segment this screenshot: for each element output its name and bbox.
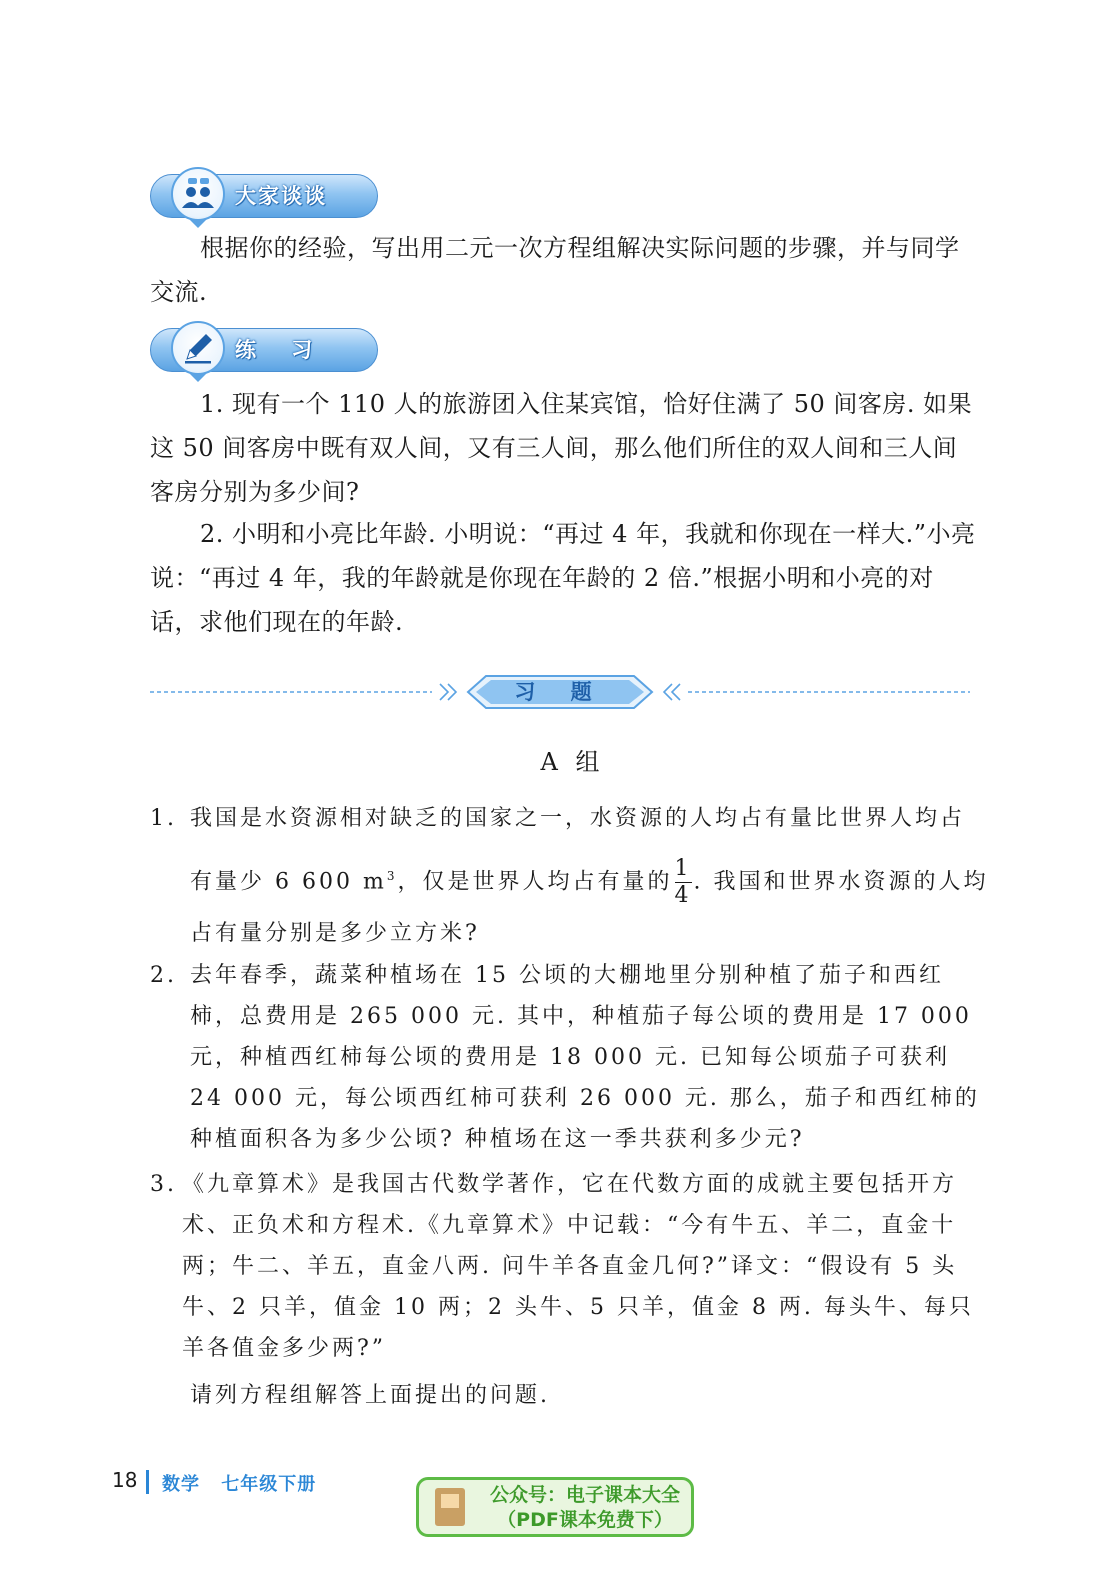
exercise-2-text: 去年春季，蔬菜种植场在 15 公顷的大棚地里分别种植了茄子和西红柿，总费用是 265 000 元. 其中，种植茄子每公顷的费用是 17 000 元，种植西红柿每公顷的费用是 18 000 元. 已知每公顷茄子可获利 24 000 元，每公顷西红柿可获利 26 000 元. 那么，茄子和西红柿的种植面积各为多少公顷? 种植场在这一季共获利多少元? bbox=[190, 963, 980, 1152]
practice-item-1: 1. 现有一个 110 人的旅游团入住某宾馆，恰好住满了 50 间客房. 如果这 50 间客房中既有双人间，又有三人间，那么他们所住的双人间和三人间客房分别为多少间? bbox=[150, 390, 973, 506]
exercise-1-text-c: . 我国和世界水资源的人均 bbox=[693, 869, 989, 895]
watermark-badge bbox=[416, 1477, 694, 1537]
practice-item-2: 2. 小明和小亮比年龄. 小明说：“再过 4 年，我就和你现在一样大.”小亮说：“再过 4 年，我的年龄就是你现在年龄的 2 倍.”根据小明和小亮的对话，求他们现在的年龄. bbox=[150, 520, 976, 636]
exercise-1-sup: 3 bbox=[386, 869, 398, 883]
exercise-3-text2: 请列方程组解答上面提出的问题. bbox=[190, 1383, 550, 1408]
exercise-1-num: 1. bbox=[150, 806, 177, 831]
book-icon bbox=[435, 1488, 465, 1526]
exercise-3-num: 3. bbox=[150, 1172, 177, 1197]
footer-divider bbox=[146, 1470, 149, 1494]
exercises-divider bbox=[150, 668, 970, 718]
exercises-title: 习 题 bbox=[514, 680, 606, 704]
book-title: 数学 七年级下册 bbox=[162, 1474, 317, 1495]
practice-header bbox=[150, 328, 378, 372]
fraction-numerator: 1 bbox=[674, 855, 692, 881]
people-icon bbox=[171, 167, 225, 221]
discuss-header bbox=[150, 174, 378, 218]
page-number: 18 bbox=[112, 1468, 138, 1492]
pencil-icon bbox=[171, 321, 225, 375]
exercise-1-text-b: ，仅是世界人均占有量的 bbox=[397, 869, 673, 895]
practice-title: 练 习 bbox=[235, 338, 327, 362]
fraction-denominator: 4 bbox=[674, 882, 692, 908]
badge-line-1: 公众号：电子课本大全 bbox=[489, 1484, 680, 1506]
exercise-2-num: 2. bbox=[150, 963, 177, 988]
fraction-quarter bbox=[675, 856, 692, 909]
group-heading: A 组 bbox=[540, 748, 600, 776]
exercise-1-text-a: 有量少 6 600 m bbox=[190, 869, 387, 895]
exercise-1-body bbox=[190, 798, 989, 954]
exercise-1-line3: 占有量分别是多少立方米? bbox=[190, 921, 480, 946]
discuss-title: 大家谈谈 bbox=[235, 184, 327, 208]
discuss-text: 根据你的经验，写出用二元一次方程组解决实际问题的步骤，并与同学交流. bbox=[150, 234, 960, 306]
badge-line-2: （PDF课本免费下） bbox=[497, 1509, 673, 1531]
exercise-1-line2 bbox=[190, 839, 989, 913]
exercise-1-line1: 我国是水资源相对缺乏的国家之一，水资源的人均占有量比世界人均占 bbox=[190, 806, 966, 831]
exercise-3-text: 《九章算术》是我国古代数学著作，它在代数方面的成就主要包括开方术、正负术和方程术.《九章算术》中记载：“今有牛五、羊二，直金十两；牛二、羊五，直金八两. 问牛羊各直金几何?”译文：“假设有 5 头牛、2 只羊，值金 10 两；2 头牛、5 只羊，值金 8 两. 每头牛、每只羊各值金多少两?” bbox=[182, 1172, 974, 1361]
exercise-1 bbox=[150, 798, 989, 958]
pill-tail bbox=[189, 373, 207, 382]
